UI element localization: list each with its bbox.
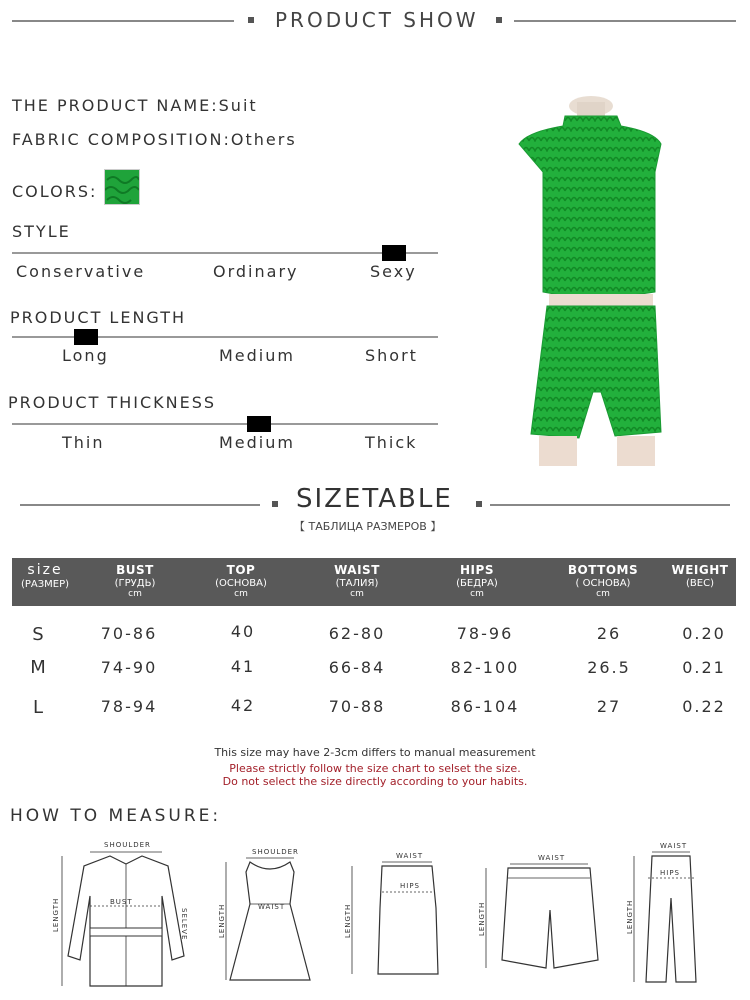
style-marker xyxy=(382,245,406,261)
waist-label: WAIST xyxy=(258,903,286,911)
style-option-sexy: Sexy xyxy=(370,262,417,281)
col-top: TOP (ОСНОВА) cm xyxy=(215,563,267,599)
style-option-conservative: Conservative xyxy=(16,262,146,281)
cell-waist: 70-88 xyxy=(328,697,386,716)
cell-hips: 78-96 xyxy=(456,624,514,643)
header-line-left xyxy=(12,20,234,22)
cell-top: 42 xyxy=(230,696,256,715)
product-top xyxy=(519,116,661,297)
bust-label: BUST xyxy=(110,898,133,906)
style-option-ordinary: Ordinary xyxy=(213,262,299,281)
cell-size: M xyxy=(30,657,48,678)
cell-weight: 0.21 xyxy=(682,658,726,677)
length-option-medium: Medium xyxy=(219,346,295,365)
trousers-measure-diagram xyxy=(624,838,714,988)
thickness-option-medium: Medium xyxy=(219,433,295,452)
cell-top: 40 xyxy=(230,622,256,641)
colors-label: COLORS: xyxy=(12,182,98,201)
sizetable-subtitle: 【 ТАБЛИЦА РАЗМЕРОВ 】 xyxy=(294,520,442,533)
hips-label: HIPS xyxy=(660,869,680,877)
header-square-right xyxy=(496,17,502,23)
col-waist: WAIST (ТАЛИЯ) cm xyxy=(334,563,380,599)
sizetable-square-left xyxy=(272,501,278,507)
cell-bottoms: 26.5 xyxy=(587,658,631,677)
sleeve-label: SELEVE xyxy=(180,908,188,941)
col-bottoms: BOTTOMS ( ОСНОВА) cm xyxy=(567,563,639,599)
col-weight: WEIGHT (ВЕС) xyxy=(671,563,729,589)
cell-weight: 0.20 xyxy=(682,624,726,643)
page-title: PRODUCT SHOW xyxy=(275,8,479,32)
length-label: LENGTH xyxy=(52,897,60,932)
col-size: size (РАЗМЕР) xyxy=(20,562,70,590)
cell-size: L xyxy=(32,697,46,718)
jacket-measure-diagram xyxy=(50,836,200,996)
cell-bottoms: 26 xyxy=(596,624,622,643)
dress-measure-diagram xyxy=(218,842,318,992)
product-name-label: THE PRODUCT NAME: xyxy=(12,96,219,115)
style-title: STYLE xyxy=(12,222,71,241)
header-line-right xyxy=(514,20,736,22)
shoulder-label: SHOULDER xyxy=(104,841,151,849)
col-bust: BUST (ГРУДЬ) cm xyxy=(114,563,156,599)
cell-waist: 66-84 xyxy=(328,658,386,677)
shoulder-label: SHOULDER xyxy=(252,848,299,856)
waist-label: WAIST xyxy=(660,842,688,850)
size-note-habits: Do not select the size directly according to your habits. xyxy=(222,775,528,788)
shorts-measure-diagram xyxy=(478,850,608,980)
cell-bust: 70-86 xyxy=(100,624,158,643)
length-option-long: Long xyxy=(62,346,109,365)
col-hips: HIPS (БЕДРА) cm xyxy=(456,563,498,599)
thickness-option-thin: Thin xyxy=(62,433,105,452)
fabric-label: FABRIC COMPOSITION: xyxy=(12,130,231,149)
waist-label: WAIST xyxy=(538,854,566,862)
sizetable-title: SIZETABLE xyxy=(296,484,453,514)
thickness-title: PRODUCT THICKNESS xyxy=(8,393,216,412)
length-label: LENGTH xyxy=(218,903,226,938)
sizetable-line-right xyxy=(490,504,730,506)
thickness-option-thick: Thick xyxy=(365,433,418,452)
sizetable-line-left xyxy=(20,504,260,506)
cell-hips: 86-104 xyxy=(450,697,520,716)
size-note-measurement: This size may have 2-3cm differs to manual measurement xyxy=(214,746,536,759)
cell-weight: 0.22 xyxy=(682,697,726,716)
size-table-header xyxy=(12,558,736,606)
style-scale-line xyxy=(12,252,438,254)
length-label: LENGTH xyxy=(344,903,352,938)
cell-bust: 74-90 xyxy=(100,658,158,677)
cell-bottoms: 27 xyxy=(596,697,622,716)
cell-size: S xyxy=(32,624,46,645)
length-label: LENGTH xyxy=(626,899,634,934)
product-name-value: Suit xyxy=(218,96,258,115)
fabric-row xyxy=(12,130,297,149)
cell-hips: 82-100 xyxy=(450,658,520,677)
thickness-marker xyxy=(247,416,271,432)
cell-waist: 62-80 xyxy=(328,624,386,643)
cell-bust: 78-94 xyxy=(100,697,158,716)
fabric-value: Others xyxy=(230,130,297,149)
length-title: PRODUCT LENGTH xyxy=(10,308,187,327)
waist-label: WAIST xyxy=(396,852,424,860)
color-swatch[interactable] xyxy=(104,169,140,205)
length-option-short: Short xyxy=(365,346,418,365)
thickness-scale-line xyxy=(12,423,438,425)
length-label: LENGTH xyxy=(478,901,486,936)
sizetable-square-right xyxy=(476,501,482,507)
product-image xyxy=(505,92,677,468)
size-note-follow-chart: Please strictly follow the size chart to selset the size. xyxy=(229,762,521,775)
header-square-left xyxy=(248,17,254,23)
length-marker xyxy=(74,329,98,345)
cell-top: 41 xyxy=(230,657,256,676)
swatch-texture xyxy=(105,170,139,204)
how-to-measure-title: HOW TO MEASURE: xyxy=(10,806,222,826)
product-shorts xyxy=(531,306,661,438)
hips-label: HIPS xyxy=(400,882,420,890)
skirt-measure-diagram xyxy=(342,848,442,988)
product-name-row xyxy=(12,96,258,115)
